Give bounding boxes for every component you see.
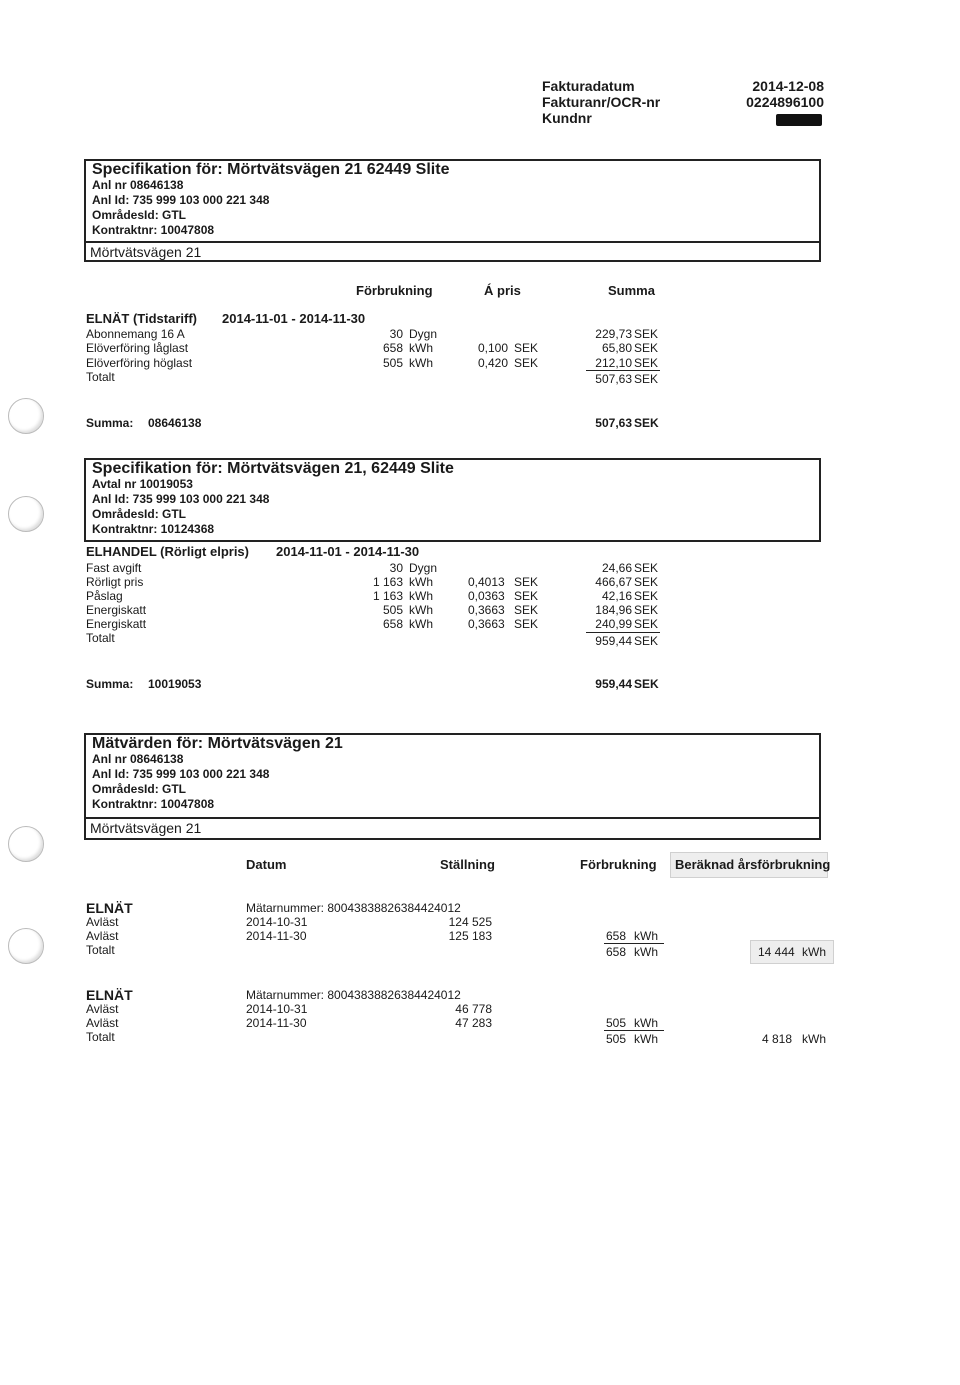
spec1-title: Specifikation för: Mörtvätsvägen 21 62449 Slite xyxy=(92,161,450,178)
spec2-omrade: OmrådesId: GTL xyxy=(92,507,187,521)
reading-label: Avläst xyxy=(86,1002,119,1016)
table-row-sum-unit: SEK xyxy=(634,575,659,589)
table-row-sum: 42,16 xyxy=(601,589,632,603)
table-row-price-unit: SEK xyxy=(514,589,539,603)
redacted-customer-no xyxy=(776,114,822,126)
meter-divider xyxy=(84,817,821,819)
meter-address: Mörtvätsvägen 21 xyxy=(90,820,202,836)
punch-hole xyxy=(8,496,44,532)
meter-block-title: ELNÄT xyxy=(86,900,133,916)
total-usage-unit: kWh xyxy=(634,1032,658,1046)
col-reading-header: Ställning xyxy=(440,857,495,872)
table-row-sum-unit: SEK xyxy=(634,617,659,631)
table-row-label: Energiskatt xyxy=(86,603,147,617)
subtotal-rule xyxy=(586,370,660,371)
table-row-qty: 658 xyxy=(382,341,403,355)
usage-value: 505 xyxy=(606,1016,627,1030)
summa-unit: SEK xyxy=(634,677,659,691)
usage-value: 658 xyxy=(606,929,627,943)
customer-no-label: Kundnr xyxy=(542,110,592,126)
table-row-qty: 1 163 xyxy=(372,589,403,603)
summa-label: Summa: xyxy=(86,677,134,691)
table-row-sum-unit: SEK xyxy=(634,327,659,341)
table-row-price: 0,3663 xyxy=(468,603,505,617)
reading-label: Avläst xyxy=(86,929,119,943)
table-row-label: Elöverföring höglast xyxy=(86,356,193,370)
table-row-qty: 30 xyxy=(389,561,403,575)
table-row-qty: 30 xyxy=(389,327,403,341)
total-value: 507,63 xyxy=(595,372,632,386)
total-label: Totalt xyxy=(86,1030,115,1044)
table-row-label: Rörligt pris xyxy=(86,575,144,589)
table-row-price-unit: SEK xyxy=(514,575,539,589)
summa-ref: 08646138 xyxy=(148,416,202,430)
table-row-sum-unit: SEK xyxy=(634,603,659,617)
table-row-label: Fast avgift xyxy=(86,561,142,575)
meter-kontrakt: Kontraktnr: 10047808 xyxy=(92,797,215,811)
elnat-period: 2014-11-01 - 2014-11-30 xyxy=(222,311,366,326)
table-row-sum: 229,73 xyxy=(595,327,632,341)
col-sum-header: Summa xyxy=(608,283,655,298)
table-row-sum-unit: SEK xyxy=(634,589,659,603)
invoice-no: 0224896100 xyxy=(746,94,824,110)
total-usage-value: 658 xyxy=(606,945,627,959)
meter-number: Mätarnummer: 800438388263844240​12 xyxy=(246,901,461,915)
annual-unit: kWh xyxy=(802,1032,826,1046)
elnat-title: ELNÄT (Tidstariff) xyxy=(86,311,197,326)
total-usage-unit: kWh xyxy=(634,945,658,959)
punch-hole xyxy=(8,398,44,434)
table-row-price: 0,420 xyxy=(477,356,508,370)
reading-date: 2014-11-30 xyxy=(246,929,307,943)
usage-unit: kWh xyxy=(634,929,658,943)
col-usage-header: Förbrukning xyxy=(356,283,433,298)
table-row-sum: 240,99 xyxy=(595,617,632,631)
table-row-unit: kWh xyxy=(409,589,433,603)
total-label: Totalt xyxy=(86,631,115,645)
reading-value: 47 283 xyxy=(455,1016,492,1030)
summa-ref: 10019053 xyxy=(148,677,202,691)
reading-value: 46 778 xyxy=(455,1002,492,1016)
col-annual-header: Beräknad årsförbrukning xyxy=(675,857,831,872)
reading-value: 125 183 xyxy=(448,929,492,943)
table-row-price: 0,100 xyxy=(477,341,508,355)
table-row-unit: kWh xyxy=(409,356,433,370)
spec1-kontrakt: Kontraktnr: 10047808 xyxy=(92,223,215,237)
punch-hole xyxy=(8,928,44,964)
spec1-divider xyxy=(84,241,821,243)
invoice-date: 2014-12-08 xyxy=(752,78,824,94)
summa-value: 507,63 xyxy=(595,416,632,430)
table-row-qty: 505 xyxy=(382,356,403,370)
total-unit: SEK xyxy=(634,634,659,648)
spec2-kontrakt: Kontraktnr: 10124368 xyxy=(92,522,215,536)
meter-omrade: OmrådesId: GTL xyxy=(92,782,187,796)
annual-unit: kWh xyxy=(802,945,826,959)
table-row-sum: 184,96 xyxy=(595,603,632,617)
reading-value: 124 525 xyxy=(448,915,492,929)
table-row-label: Elöverföring låglast xyxy=(86,341,189,355)
reading-date: 2014-10-31 xyxy=(246,1002,308,1016)
table-row-sum: 65,80 xyxy=(601,341,632,355)
usage-rule xyxy=(604,943,664,944)
table-row-label: Abonnemang 16 A xyxy=(86,327,185,341)
table-row-unit: kWh xyxy=(409,575,433,589)
meter-number: Mätarnummer: 800438388263844240​12 xyxy=(246,988,461,1002)
spec1-address: Mörtvätsvägen 21 xyxy=(90,244,202,260)
reading-date: 2014-11-30 xyxy=(246,1016,307,1030)
total-label: Totalt xyxy=(86,370,115,384)
meter-anl-nr: Anl nr 08646138 xyxy=(92,752,184,766)
spec1-omrade: OmrådesId: GTL xyxy=(92,208,187,222)
table-row-unit: kWh xyxy=(409,603,433,617)
total-unit: SEK xyxy=(634,372,659,386)
reading-label: Avläst xyxy=(86,915,119,929)
summa-value: 959,44 xyxy=(595,677,632,691)
table-row-qty: 1 163 xyxy=(372,575,403,589)
table-row-sum: 466,67 xyxy=(595,575,632,589)
spec1-anl-id: Anl Id: 735 999 103 000 221 348 xyxy=(92,193,270,207)
table-row-price-unit: SEK xyxy=(514,617,539,631)
spec1-anl-nr: Anl nr 08646138 xyxy=(92,178,184,192)
usage-rule xyxy=(604,1030,664,1031)
table-row-sum-unit: SEK xyxy=(634,356,659,370)
col-date-header: Datum xyxy=(246,857,287,872)
col-price-header: Á pris xyxy=(484,283,521,298)
summa-unit: SEK xyxy=(634,416,659,430)
invoice-no-label: Fakturanr/OCR-nr xyxy=(542,94,661,110)
col-usage-header: Förbrukning xyxy=(580,857,657,872)
table-row-price: 0,0363 xyxy=(468,589,505,603)
table-row-sum: 24,66 xyxy=(601,561,632,575)
table-row-sum-unit: SEK xyxy=(634,341,659,355)
invoice-date-label: Fakturadatum xyxy=(542,78,635,94)
total-value: 959,44 xyxy=(595,634,632,648)
reading-label: Avläst xyxy=(86,1016,119,1030)
table-row-qty: 505 xyxy=(382,603,403,617)
table-row-unit: kWh xyxy=(409,617,433,631)
table-row-label: Påslag xyxy=(86,589,123,603)
elhandel-title: ELHANDEL (Rörligt elpris) xyxy=(86,544,249,559)
table-row-unit: Dygn xyxy=(409,327,438,341)
spec2-avtal: Avtal nr 10019053 xyxy=(92,477,193,491)
table-row-price-unit: SEK xyxy=(514,603,539,617)
annual-value: 14 444 xyxy=(758,945,795,959)
table-row-unit: Dygn xyxy=(409,561,438,575)
table-row-price: 0,4013 xyxy=(468,575,505,589)
meter-anl-id: Anl Id: 735 999 103 000 221 348 xyxy=(92,767,270,781)
reading-date: 2014-10-31 xyxy=(246,915,308,929)
meter-block-title: ELNÄT xyxy=(86,987,133,1003)
table-row-label: Energiskatt xyxy=(86,617,147,631)
annual-value: 4 818 xyxy=(762,1032,793,1046)
spec2-anl-id: Anl Id: 735 999 103 000 221 348 xyxy=(92,492,270,506)
spec2-title: Specifikation för: Mörtvätsvägen 21, 62449 Slite xyxy=(92,460,454,477)
elhandel-period: 2014-11-01 - 2014-11-30 xyxy=(276,544,420,559)
meter-title: Mätvärden för: Mörtvätsvägen 21 xyxy=(92,735,343,752)
table-row-sum-unit: SEK xyxy=(634,561,659,575)
usage-unit: kWh xyxy=(634,1016,658,1030)
total-usage-value: 505 xyxy=(606,1032,627,1046)
table-row-price-unit: SEK xyxy=(514,356,539,370)
subtotal-rule xyxy=(586,632,660,633)
summa-label: Summa: xyxy=(86,416,134,430)
table-row-unit: kWh xyxy=(409,341,433,355)
table-row-price: 0,3663 xyxy=(468,617,505,631)
punch-hole xyxy=(8,826,44,862)
table-row-sum: 212,10 xyxy=(595,356,632,370)
table-row-price-unit: SEK xyxy=(514,341,539,355)
table-row-qty: 658 xyxy=(382,617,403,631)
total-label: Totalt xyxy=(86,943,115,957)
